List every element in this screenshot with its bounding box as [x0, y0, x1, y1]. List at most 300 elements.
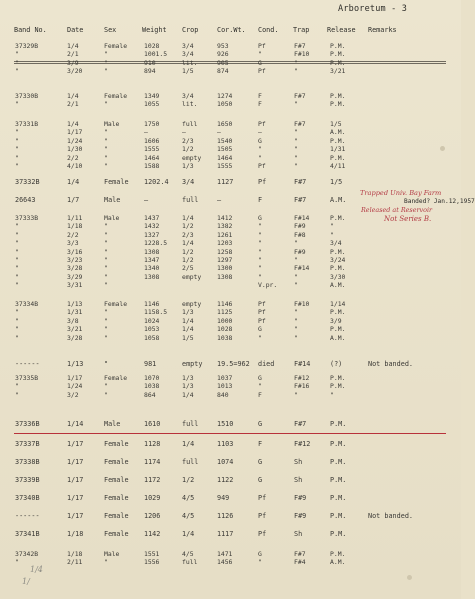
table-row [0, 391, 461, 399]
cell-condition: Pf [258, 494, 267, 502]
cell-trap: F#9 [294, 512, 307, 520]
cell-corrected-weight: 1261 [217, 230, 233, 239]
cell-trap: " [294, 325, 298, 334]
cell-crop: 1/4 [182, 440, 195, 448]
cell-release: P.M. [330, 530, 347, 538]
cell-trap: Sh [294, 458, 303, 466]
cell-trap: " [294, 333, 298, 342]
cell-condition: " [258, 239, 262, 248]
cell-corrected-weight: 1297 [217, 256, 233, 264]
cell-date: 3/21 [67, 325, 83, 334]
cell-crop: 1/4 [182, 530, 195, 538]
cell-band-number: " [15, 382, 19, 391]
cell-weight: 1349 [144, 92, 160, 100]
cell-weight: 1142 [144, 530, 161, 538]
cell-band-number: 37330B [15, 92, 39, 100]
table-row [0, 222, 461, 230]
cell-sex: " [104, 360, 109, 368]
cell-weight: 1347 [144, 256, 160, 264]
page-title: Arboretum - 3 [338, 4, 408, 14]
cell-trap: " [294, 256, 298, 264]
cell-date: 3/28 [67, 264, 83, 273]
cell-condition: died [258, 360, 275, 368]
cell-sex: Female [104, 494, 129, 502]
cell-condition: — [258, 128, 262, 137]
cell-condition: F [258, 196, 263, 204]
cell-weight: 1128 [144, 440, 161, 448]
cell-release: 3/4 [330, 239, 342, 248]
cell-date: 2/1 [67, 50, 79, 59]
cell-band-number: " [15, 281, 19, 290]
cell-corrected-weight: 1382 [217, 222, 233, 231]
cell-trap: " [294, 162, 298, 170]
cell-weight: 1308 [144, 272, 160, 281]
header-band-no: Band No. [14, 26, 47, 34]
cell-weight: 981 [144, 360, 157, 368]
cell-date: 1/24 [67, 382, 83, 391]
cell-corrected-weight: 1037 [217, 374, 233, 382]
cell-crop: 1/2 [182, 145, 194, 154]
cell-weight: 1340 [144, 264, 160, 273]
cell-band-number: 37329B [15, 42, 39, 50]
cell-band-number: " [15, 247, 19, 256]
cell-weight: 1070 [144, 374, 160, 382]
table-row [0, 382, 461, 390]
cell-condition: F [258, 440, 263, 448]
table-row [0, 308, 461, 316]
cell-band-number: " [15, 239, 19, 248]
cell-trap: " [294, 272, 298, 281]
table-row [0, 128, 461, 136]
cell-corrected-weight: 874 [217, 67, 229, 76]
table-row [0, 162, 461, 170]
cell-release: " [330, 222, 334, 231]
table-row [0, 494, 461, 502]
cell-sex: " [104, 128, 108, 137]
cell-weight: 1432 [144, 222, 160, 231]
table-row [0, 100, 461, 108]
cell-condition: G [258, 458, 263, 466]
table-row [0, 420, 461, 428]
cell-band-number: " [15, 333, 19, 342]
cell-weight: 864 [144, 390, 156, 399]
cell-date: 1/24 [67, 136, 83, 145]
cell-trap: F#10 [294, 50, 310, 59]
cell-corrected-weight: 953 [217, 42, 229, 50]
cell-date: 1/17 [67, 476, 84, 484]
table-row [0, 154, 461, 162]
cell-condition: " [258, 256, 262, 264]
cell-weight: 1202.4 [144, 178, 169, 186]
cell-corrected-weight: 949 [217, 494, 230, 502]
cell-crop: 4/5 [182, 550, 194, 558]
cell-trap: " [294, 128, 298, 137]
cell-crop: empty [182, 272, 202, 281]
cell-condition: G [258, 58, 262, 67]
cell-crop: empty [182, 153, 202, 162]
cell-weight: 1146 [144, 300, 160, 308]
cell-corrected-weight: — [217, 196, 222, 204]
cell-sex: Female [104, 178, 129, 186]
cell-weight: 1158.5 [144, 308, 168, 317]
cell-corrected-weight: 1412 [217, 214, 233, 222]
cell-band-number: 37338B [15, 458, 40, 466]
cell-condition: " [258, 264, 262, 273]
cell-weight: 1308 [144, 247, 160, 256]
cell-crop: 1/4 [182, 316, 194, 325]
cell-sex: Male [104, 196, 121, 204]
cell-remarks: Not banded. [368, 512, 414, 520]
table-row [0, 248, 461, 256]
cell-corrected-weight: 1300 [217, 264, 233, 273]
cell-band-number: " [15, 162, 19, 170]
cell-weight: 1058 [144, 333, 160, 342]
cell-sex: " [104, 58, 108, 67]
table-row [0, 67, 461, 75]
cell-trap: " [294, 308, 298, 317]
cell-trap: F#7 [294, 120, 306, 128]
cell-band-number: " [15, 50, 19, 59]
cell-corrected-weight: 1510 [217, 420, 234, 428]
cell-condition: Pf [258, 178, 267, 186]
cell-sex: " [104, 239, 108, 248]
cell-corrected-weight: 1074 [217, 458, 234, 466]
cell-sex: " [104, 558, 108, 567]
cell-crop: 1/3 [182, 374, 194, 382]
cell-band-number: " [15, 136, 19, 145]
cell-crop: 2/3 [182, 230, 194, 239]
cell-sex: " [104, 281, 108, 290]
cell-corrected-weight: 926 [217, 50, 229, 59]
cell-corrected-weight: 1000 [217, 316, 233, 325]
header-release: Release [327, 26, 356, 34]
cell-date: 1/17 [67, 494, 84, 502]
table-row [0, 264, 461, 272]
cell-trap: Sh [294, 476, 303, 484]
cell-corrected-weight: 1126 [217, 512, 234, 520]
header-crop: Crop [182, 26, 199, 34]
cell-band-number: " [15, 316, 19, 325]
cell-date: 3/29 [67, 272, 83, 281]
cell-weight: 1038 [144, 382, 160, 391]
cell-release: P.M. [330, 92, 346, 100]
cell-sex: Male [104, 214, 120, 222]
cell-crop: 3/4 [182, 50, 194, 59]
cell-band-number: " [15, 230, 19, 239]
cell-band-number: 26643 [15, 196, 36, 204]
cell-condition: Pf [258, 512, 267, 520]
table-row [0, 550, 461, 558]
cell-trap: " [294, 145, 298, 154]
cell-condition: " [258, 247, 262, 256]
cell-band-number: " [15, 272, 19, 281]
cell-release: P.M. [330, 382, 346, 391]
cell-band-number: " [15, 390, 19, 399]
cell-trap: F#9 [294, 494, 307, 502]
cell-release: P.M. [330, 512, 347, 520]
cell-sex: " [104, 256, 108, 264]
cell-trap: " [294, 316, 298, 325]
typed-note-banded: Banded? Jan.12,1957 [404, 198, 475, 205]
cell-condition: V.pr. [258, 281, 278, 290]
cell-release: 1/5 [330, 178, 343, 186]
cell-date: 1/14 [67, 420, 84, 428]
cell-crop: 3/4 [182, 92, 194, 100]
cell-trap: " [294, 281, 298, 290]
table-row [0, 360, 461, 368]
cell-corrected-weight: 1038 [217, 333, 233, 342]
table-row [0, 300, 461, 308]
cell-corrected-weight: 1471 [217, 550, 233, 558]
cell-release: P.M. [330, 153, 346, 162]
cell-band-number: 37332B [15, 178, 40, 186]
cell-date: 2/2 [67, 230, 79, 239]
header-remarks: Remarks [368, 26, 397, 34]
cell-remarks: Not banded. [368, 360, 414, 368]
cell-release: 3/9 [330, 316, 342, 325]
cell-crop: 1/2 [182, 222, 194, 231]
cell-trap: " [294, 58, 298, 67]
cell-condition: " [258, 272, 262, 281]
cell-release: 1/31 [330, 145, 346, 154]
cell-corrected-weight: 1127 [217, 178, 234, 186]
cell-band-number: " [15, 153, 19, 162]
cell-release: A.M. [330, 333, 346, 342]
table-row [0, 42, 461, 50]
cell-band-number: " [15, 558, 19, 567]
cell-band-number: 37342B [15, 550, 39, 558]
cell-crop: lit. [182, 58, 198, 67]
cell-band-number: ------ [15, 360, 40, 368]
cell-weight: 1437 [144, 214, 160, 222]
cell-condition: " [258, 230, 262, 239]
table-row [0, 256, 461, 264]
cell-corrected-weight: 1028 [217, 325, 233, 334]
cell-date: 1/4 [67, 42, 79, 50]
margin-pencil-mark: 1/ [22, 577, 30, 586]
cell-trap: F#7 [294, 42, 306, 50]
cell-sex: " [104, 230, 108, 239]
header-weight: Weight [142, 26, 167, 34]
cell-condition: " [258, 333, 262, 342]
cell-date: 1/17 [67, 512, 84, 520]
cell-crop: 1/3 [182, 162, 194, 170]
cell-date: 1/4 [67, 178, 80, 186]
cell-corrected-weight: 1146 [217, 300, 233, 308]
table-row [0, 512, 461, 520]
table-row [0, 334, 461, 342]
cell-crop: 1/5 [182, 67, 194, 76]
cell-date: 1/17 [67, 128, 83, 137]
cell-condition: G [258, 214, 262, 222]
cell-trap: " [294, 390, 298, 399]
table-row [0, 558, 461, 566]
cell-release: P.M. [330, 264, 346, 273]
table-row [0, 530, 461, 538]
cell-sex: " [104, 145, 108, 154]
cell-weight: 1228.5 [144, 239, 168, 248]
cell-band-number: 37340B [15, 494, 40, 502]
cell-release: P.M. [330, 494, 347, 502]
cell-date: 1/13 [67, 360, 84, 368]
cell-crop: — [182, 128, 186, 137]
cell-corrected-weight: 19.5=962 [217, 360, 250, 368]
cell-release: P.M. [330, 458, 347, 466]
red-ruled-line [14, 433, 446, 434]
cell-corrected-weight: 1464 [217, 153, 233, 162]
cell-date: 1/17 [67, 374, 83, 382]
cell-crop: full [182, 558, 198, 567]
cell-sex: Male [104, 420, 121, 428]
cell-release: P.M. [330, 550, 346, 558]
cell-band-number: " [15, 264, 19, 273]
cell-band-number: 37334B [15, 300, 39, 308]
cell-trap: " [294, 153, 298, 162]
cell-release: 3/21 [330, 67, 346, 76]
margin-pencil-mark: 1/4 [30, 565, 43, 574]
header-sex: Sex [104, 26, 117, 34]
cell-corrected-weight: 1117 [217, 530, 234, 538]
cell-weight: 910 [144, 58, 156, 67]
cell-release: P.M. [330, 440, 347, 448]
table-row [0, 239, 461, 247]
cell-release: A.M. [330, 281, 346, 290]
cell-condition: Pf [258, 42, 266, 50]
cell-sex: " [104, 308, 108, 317]
cell-sex: " [104, 162, 108, 170]
cell-date: 3/8 [67, 316, 79, 325]
cell-date: 1/4 [67, 92, 79, 100]
cell-sex: Female [104, 530, 129, 538]
cell-condition: G [258, 325, 262, 334]
cell-weight: — [144, 196, 149, 204]
cell-release: P.M. [330, 374, 346, 382]
header-cor-wt: Cor.Wt. [217, 26, 246, 34]
cell-sex: " [104, 67, 108, 76]
cell-corrected-weight: 1456 [217, 558, 233, 567]
cell-date: 1/13 [67, 300, 83, 308]
cell-date: 2/1 [67, 100, 79, 109]
cell-band-number: " [15, 128, 19, 137]
cell-trap: F#7 [294, 550, 306, 558]
cell-date: 3/23 [67, 256, 83, 264]
cell-date: 1/17 [67, 458, 84, 466]
cell-trap: F#10 [294, 300, 310, 308]
cell-date: 1/31 [67, 308, 83, 317]
cell-band-number: " [15, 67, 19, 76]
cell-trap: F#9 [294, 222, 306, 231]
cell-release: P.M. [330, 476, 347, 484]
cell-weight: 1556 [144, 558, 160, 567]
cell-sex: " [104, 100, 108, 109]
table-row [0, 281, 461, 289]
cell-date: 3/31 [67, 281, 83, 290]
handwritten-note-series: Not Series B. [384, 215, 432, 223]
table-row [0, 178, 461, 186]
records-table [0, 38, 461, 598]
cell-condition: Pf [258, 316, 266, 325]
cell-sex: " [104, 316, 108, 325]
cell-band-number: " [15, 58, 19, 67]
cell-band-number: " [15, 325, 19, 334]
cell-release: " [330, 230, 334, 239]
cell-date: 1/18 [67, 222, 83, 231]
cell-trap: F#9 [294, 247, 306, 256]
cell-weight: 1174 [144, 458, 161, 466]
cell-trap: F#14 [294, 214, 310, 222]
cell-weight: 1053 [144, 325, 160, 334]
cell-sex: " [104, 272, 108, 281]
cell-band-number: " [15, 222, 19, 231]
cell-band-number: " [15, 308, 19, 317]
table-row [0, 440, 461, 448]
table-row [0, 120, 461, 128]
cell-weight: 1029 [144, 494, 161, 502]
cell-condition: Pf [258, 530, 267, 538]
cell-corrected-weight: 1540 [217, 136, 233, 145]
cell-trap: " [294, 67, 298, 76]
cell-crop: 4/5 [182, 494, 195, 502]
cell-condition: " [258, 50, 262, 59]
cell-corrected-weight: 1308 [217, 272, 233, 281]
cell-condition: Pf [258, 120, 266, 128]
cell-weight: 1001.5 [144, 50, 168, 59]
cell-crop: full [182, 120, 198, 128]
cell-release: 4/11 [330, 162, 346, 170]
cell-date: 3/28 [67, 333, 83, 342]
cell-crop: 1/2 [182, 247, 194, 256]
cell-release: P.M. [330, 214, 346, 222]
cell-trap: " [294, 100, 298, 109]
cell-date: 2/2 [67, 153, 79, 162]
cell-trap: " [294, 239, 298, 248]
cell-crop: lit. [182, 100, 198, 109]
cell-band-number: 37341B [15, 530, 40, 538]
cell-weight: 1028 [144, 42, 160, 50]
cell-release: P.M. [330, 42, 346, 50]
cell-date: 4/10 [67, 162, 83, 170]
cell-band-number: ------ [15, 512, 40, 520]
cell-corrected-weight: 1203 [217, 239, 233, 248]
table-row [0, 325, 461, 333]
cell-band-number: 37333B [15, 214, 39, 222]
cell-corrected-weight: 1258 [217, 247, 233, 256]
header-cond: Cond. [258, 26, 279, 34]
cell-trap: Sh [294, 530, 303, 538]
cell-weight: 894 [144, 67, 156, 76]
table-row [0, 374, 461, 382]
cell-condition: Pf [258, 300, 266, 308]
cell-band-number: 37331B [15, 120, 39, 128]
table-row [0, 273, 461, 281]
cell-sex: " [104, 247, 108, 256]
cell-weight: 1172 [144, 476, 161, 484]
cell-trap: F#16 [294, 382, 310, 391]
paper-hole [440, 146, 445, 151]
cell-sex: " [104, 153, 108, 162]
cell-weight: 1327 [144, 230, 160, 239]
cell-condition: F [258, 100, 262, 109]
cell-corrected-weight: 1103 [217, 440, 234, 448]
cell-weight: 1750 [144, 120, 160, 128]
cell-weight: 1024 [144, 316, 160, 325]
table-row [0, 231, 461, 239]
cell-condition: " [258, 382, 262, 391]
table-row [0, 59, 461, 67]
handwritten-note-trapped: Trapped Univ. Bay Farm [360, 189, 442, 197]
cell-trap: F#12 [294, 374, 310, 382]
cell-date: 3/16 [67, 247, 83, 256]
